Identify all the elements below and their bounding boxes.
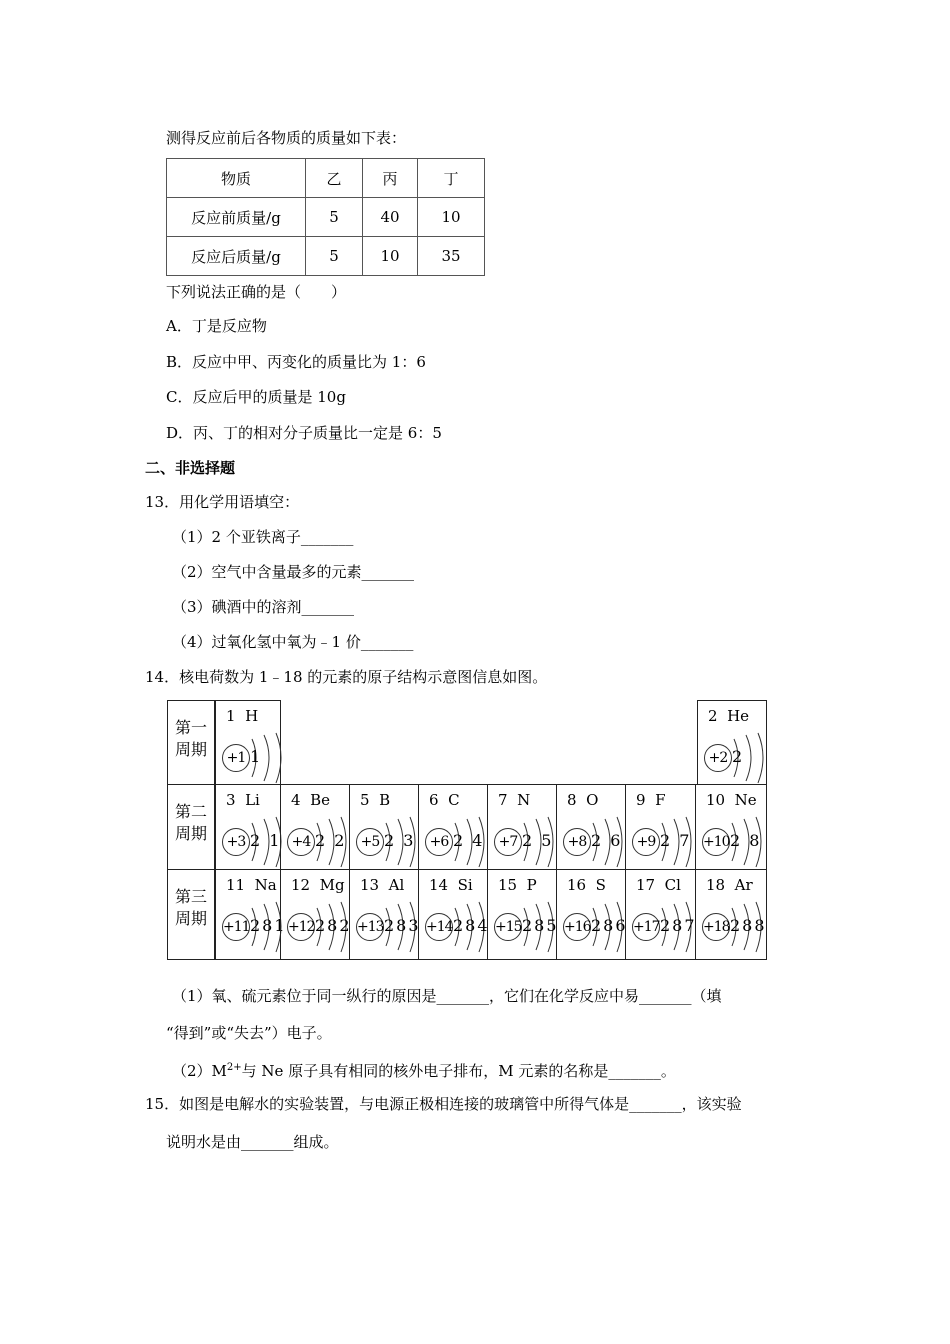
element-cell <box>625 784 696 870</box>
q13-item-4: （4）过氧化氢中氧为﹣1 价_______ <box>172 633 414 651</box>
element-cell <box>556 784 626 870</box>
q14-sub2 <box>172 1058 676 1081</box>
nucleus-circle: +4 <box>287 828 315 856</box>
element-cell <box>487 869 557 960</box>
atomic-number: 12 <box>291 876 311 894</box>
section-heading: 二、非选择题 <box>145 459 236 477</box>
element-cell <box>418 869 488 960</box>
element-symbol <box>291 791 330 809</box>
element-symbol <box>291 876 345 894</box>
nucleus-circle: +5 <box>356 828 384 856</box>
element-cell <box>625 869 696 960</box>
atomic-number: 14 <box>429 876 449 894</box>
electron-shells: 286 <box>591 916 628 935</box>
table-row <box>167 198 485 237</box>
electron-shells: 2 4 <box>453 831 485 850</box>
element-symbol <box>226 707 258 725</box>
element-cell <box>695 869 767 960</box>
q14-sub2-post: 与 Ne 原子具有相同的核外电子排布，M 元素的名称是_______。 <box>241 1062 676 1080</box>
electron-shells: 2 <box>732 747 745 766</box>
nucleus-circle: +2 <box>704 744 732 772</box>
electron-shells: 284 <box>453 916 490 935</box>
table-header: 物质 <box>167 159 306 198</box>
element-cell <box>280 869 350 960</box>
element-symbol <box>636 876 681 894</box>
mass-table <box>166 158 485 276</box>
q13-item-1: （1）2 个亚铁离子_______ <box>172 528 354 546</box>
element-symbol <box>498 791 530 809</box>
element-name: Al <box>388 876 405 894</box>
element-symbol <box>360 791 390 809</box>
q14-title: 14．核电荷数为 1﹣18 的元素的原子结构示意图信息如图。 <box>145 668 548 686</box>
q15-line2: 说明水是由_______组成。 <box>166 1133 339 1151</box>
table-header: 乙 <box>306 159 363 198</box>
element-symbol <box>706 791 757 809</box>
nucleus-circle: +18 <box>702 913 730 941</box>
table-cell: 35 <box>418 237 485 276</box>
element-cell <box>695 784 767 870</box>
element-name: N <box>517 791 531 809</box>
atomic-number: 8 <box>567 791 577 809</box>
table-row <box>167 237 485 276</box>
q12-prompt: 下列说法正确的是（ ） <box>166 283 347 301</box>
electron-shells: 285 <box>522 916 559 935</box>
nucleus-circle: +15 <box>494 913 522 941</box>
nucleus-circle: +1 <box>222 744 250 772</box>
electron-shells: 2 6 <box>591 831 623 850</box>
element-name: Ar <box>734 876 753 894</box>
table-cell: 5 <box>306 198 363 237</box>
atomic-number: 16 <box>567 876 587 894</box>
element-symbol <box>708 707 749 725</box>
element-cell <box>349 784 419 870</box>
element-cell <box>418 784 488 870</box>
electron-shells: 288 <box>730 916 767 935</box>
atomic-number: 2 <box>708 707 718 725</box>
element-cell <box>215 700 281 785</box>
electron-shells: 283 <box>384 916 421 935</box>
element-symbol <box>360 876 404 894</box>
nucleus-circle: +16 <box>563 913 591 941</box>
period-label-text: 第二 周期 <box>174 802 207 843</box>
period-label-text: 第一 周期 <box>174 718 207 759</box>
element-name: B <box>379 791 391 809</box>
table-cell: 反应后质量/g <box>167 237 306 276</box>
element-cell <box>280 784 350 870</box>
atomic-number: 4 <box>291 791 301 809</box>
electron-shells: 2 8 <box>730 831 762 850</box>
q12-option-b: B．反应中甲、丙变化的质量比为 1：6 <box>166 353 426 371</box>
nucleus-circle: +14 <box>425 913 453 941</box>
atomic-number: 1 <box>226 707 236 725</box>
table-cell: 10 <box>418 198 485 237</box>
atomic-number: 3 <box>226 791 236 809</box>
period-label-2 <box>167 784 215 870</box>
element-name: C <box>448 791 460 809</box>
q12-option-a: A．丁是反应物 <box>166 317 267 335</box>
nucleus-circle: +7 <box>494 828 522 856</box>
element-symbol <box>567 876 606 894</box>
element-name: Na <box>254 876 277 894</box>
nucleus-circle: +10 <box>702 828 730 856</box>
periodic-table-figure <box>167 700 767 960</box>
atomic-number: 10 <box>706 791 726 809</box>
element-name: Li <box>245 791 260 809</box>
table-cell: 10 <box>363 237 418 276</box>
period-label-3 <box>167 869 215 960</box>
element-cell <box>215 784 281 870</box>
q15-line1: 15．如图是电解水的实验装置，与电源正极相连接的玻璃管中所得气体是_______，该实验 <box>145 1095 742 1113</box>
q14-sub2-pre: （2）M <box>172 1062 227 1080</box>
q14-sub1-line1: （1）氧、硫元素位于同一纵行的原因是_______，它们在化学反应中易_______（填 <box>172 987 722 1005</box>
element-name: Si <box>457 876 473 894</box>
table-cell: 5 <box>306 237 363 276</box>
nucleus-circle: +9 <box>632 828 660 856</box>
q13-item-2: （2）空气中含量最多的元素_______ <box>172 563 415 581</box>
period-label-text: 第三 周期 <box>174 887 207 928</box>
element-symbol <box>498 876 537 894</box>
electron-shells: 281 <box>250 916 287 935</box>
atomic-number: 11 <box>226 876 246 894</box>
element-cell <box>349 869 419 960</box>
period-label-1 <box>167 700 215 785</box>
atomic-number: 13 <box>360 876 380 894</box>
element-symbol <box>636 791 666 809</box>
table-cell: 反应前质量/g <box>167 198 306 237</box>
electron-shells: 287 <box>660 916 697 935</box>
atomic-number: 9 <box>636 791 646 809</box>
element-cell <box>556 869 626 960</box>
nucleus-circle: +17 <box>632 913 660 941</box>
element-cell <box>697 700 767 785</box>
element-symbol <box>429 876 473 894</box>
atomic-number: 15 <box>498 876 518 894</box>
intro-text: 测得反应前后各物质的质量如下表： <box>166 129 407 147</box>
element-symbol <box>429 791 460 809</box>
q13-title: 13．用化学用语填空： <box>145 493 300 511</box>
nucleus-circle: +8 <box>563 828 591 856</box>
atomic-number: 7 <box>498 791 508 809</box>
nucleus-circle: +12 <box>287 913 315 941</box>
nucleus-circle: +3 <box>222 828 250 856</box>
element-name: S <box>595 876 606 894</box>
element-symbol <box>567 791 598 809</box>
nucleus-circle: +11 <box>222 913 250 941</box>
element-name: Be <box>310 791 330 809</box>
electron-shells: 2 5 <box>522 831 554 850</box>
electron-shells: 2 1 <box>250 831 282 850</box>
table-header: 丁 <box>418 159 485 198</box>
q14-sub1-line2: “得到”或“失去”）电子。 <box>166 1024 332 1042</box>
nucleus-circle: +6 <box>425 828 453 856</box>
element-cell <box>487 784 557 870</box>
atomic-number: 6 <box>429 791 439 809</box>
electron-shells: 1 <box>250 747 263 766</box>
electron-shells: 282 <box>315 916 352 935</box>
q12-option-d: D．丙、丁的相对分子质量比一定是 6：5 <box>166 424 442 442</box>
element-name: O <box>586 791 599 809</box>
element-symbol <box>706 876 753 894</box>
atomic-number: 17 <box>636 876 656 894</box>
electron-shells: 2 7 <box>660 831 692 850</box>
nucleus-circle: +13 <box>356 913 384 941</box>
element-symbol <box>226 876 277 894</box>
electron-shells: 2 2 <box>315 831 347 850</box>
element-name: He <box>727 707 750 725</box>
table-cell: 40 <box>363 198 418 237</box>
element-name: P <box>526 876 537 894</box>
table-header: 丙 <box>363 159 418 198</box>
electron-shells: 2 3 <box>384 831 416 850</box>
element-name: Cl <box>664 876 681 894</box>
q12-option-c: C．反应后甲的质量是 10g <box>166 388 346 406</box>
element-name: Ne <box>734 791 757 809</box>
table-row <box>167 159 485 198</box>
atomic-number: 18 <box>706 876 726 894</box>
element-name: F <box>655 791 666 809</box>
element-symbol <box>226 791 260 809</box>
element-name: Mg <box>319 876 345 894</box>
element-name: H <box>245 707 259 725</box>
q13-item-3: （3）碘酒中的溶剂_______ <box>172 598 355 616</box>
charge-superscript: 2+ <box>226 1062 242 1073</box>
element-cell <box>215 869 287 960</box>
atomic-number: 5 <box>360 791 370 809</box>
